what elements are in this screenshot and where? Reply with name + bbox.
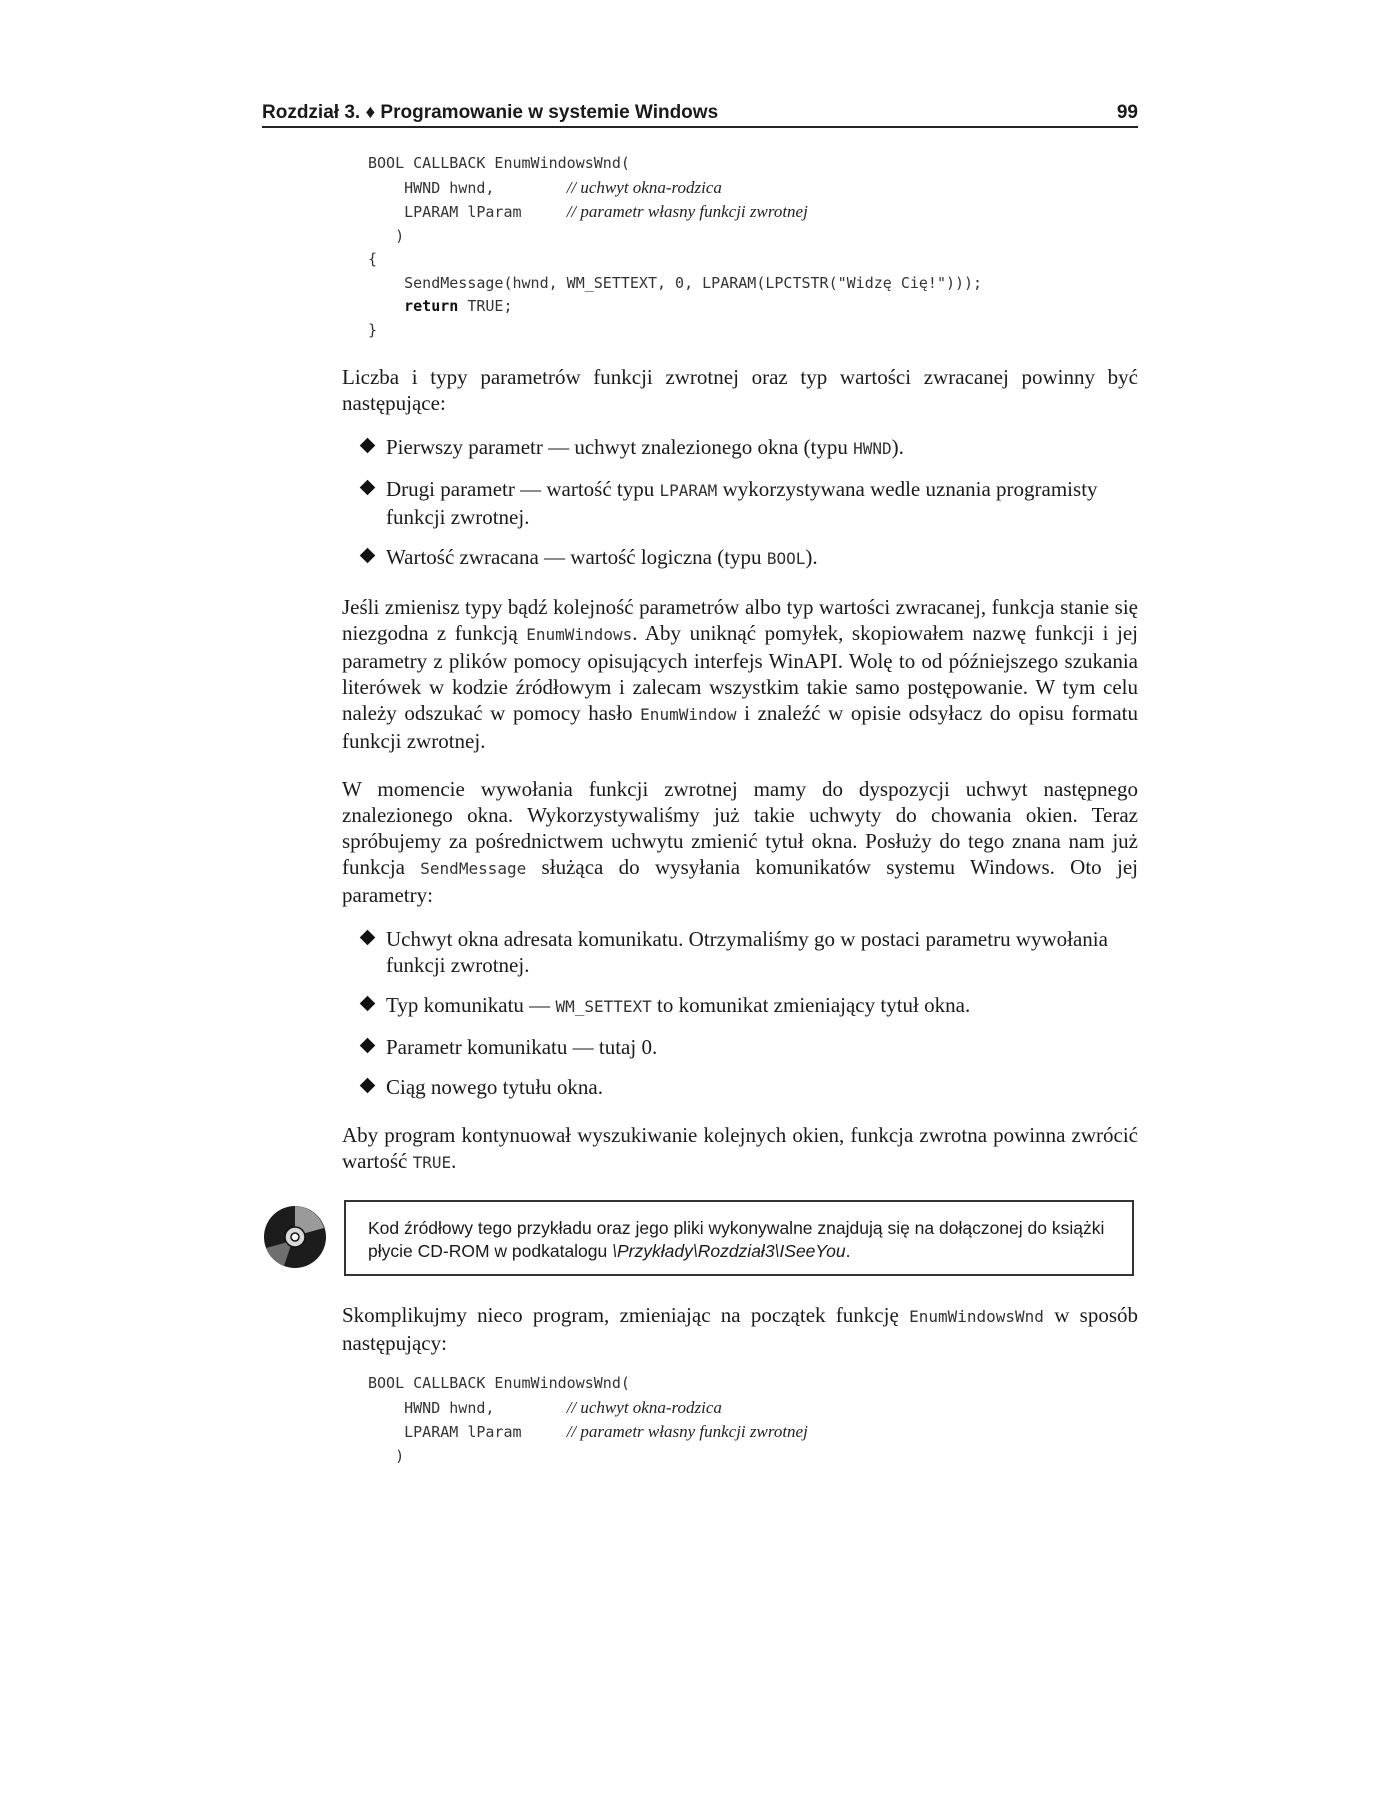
code-line: TRUE; <box>458 297 513 315</box>
code-line: } <box>368 320 378 339</box>
code-line: HWND hwnd, <box>368 178 567 197</box>
code-line: SendMessage(hwnd, WM_SETTEXT, 0, LPARAM(LPCTSTR("Widzę Cię!"))); <box>368 273 983 292</box>
code-comment: // parametr własny funkcji zwrotnej <box>566 202 808 221</box>
directory-path: \Przykłady\Rozdział3\ISeeYou <box>612 1241 846 1261</box>
list-item: Pierwszy parametr — uchwyt znalezionego okna (typu HWND). <box>362 434 1138 462</box>
code-line: HWND hwnd, <box>368 1398 567 1417</box>
running-header <box>262 96 1138 128</box>
diamond-bullet-icon <box>360 1038 376 1054</box>
code-line: ) <box>368 1446 405 1465</box>
code-line: ) <box>368 226 405 245</box>
code-line: BOOL CALLBACK EnumWindowsWnd( <box>368 154 630 172</box>
list-item: Parametr komunikatu — tutaj 0. <box>362 1034 1138 1060</box>
code-line: LPARAM lParam <box>368 1423 567 1441</box>
code-block-2 <box>262 1372 1138 1468</box>
list-item: Drugi parametr — wartość typu LPARAM wykorzystywana wedle uznania programisty funkcji zwrotnej. <box>362 476 1138 530</box>
list-item: Wartość zwracana — wartość logiczna (typu BOOL). <box>362 544 1138 572</box>
paragraph-3: W momencie wywołania funkcji zwrotnej mamy do dyspozycji uchwyt następnego znalezionego okna. Wykorzystywaliśmy już takie uchwyty do chowania okien. Teraz spróbujemy za pośrednictwem uchwytu zmienić tytuł okna. Posłuży do tego znana nam już funkcja SendMessage służąca do wysyłania komunikatów systemu Windows. Oto jej parametry: <box>342 777 1138 907</box>
bullet-list-2 <box>262 926 1138 1100</box>
cd-rom-icon <box>262 1204 328 1270</box>
paragraph-2: Jeśli zmienisz typy bądź kolejność parametrów albo typ wartości zwracanej, funkcja stanie się niezgodna z funkcją EnumWindows. Aby uniknąć pomyłek, skopiowałem nazwę funkcji i jej parametry z plików pomocy opisujących interfejs WinAPI. Wolę to od późniejszego szukania literówek w kodzie źródłowym i zalecam wszystkim takie samo postępowanie. W tym celu należy odszukać w pomocy hasło EnumWindow i znaleźć w opisie odsyłacz do opisu formatu funkcji zwrotnej. <box>342 595 1139 753</box>
diamond-bullet-icon <box>360 1078 376 1094</box>
paragraph-1: Liczba i typy parametrów funkcji zwrotnej oraz typ wartości zwracanej powinny być następujące: <box>342 365 1138 415</box>
diamond-bullet-icon <box>360 438 376 454</box>
bullet-list-1 <box>262 434 1138 572</box>
code-line: { <box>368 250 378 268</box>
book-page <box>262 96 1138 1468</box>
diamond-bullet-icon <box>360 480 376 496</box>
diamond-bullet-icon <box>360 548 376 564</box>
note-box: Kod źródłowy tego przykładu oraz jego pliki wykonywalne znajdują się na dołączonej do książki płycie CD-ROM w podkatalogu \Przykłady\Rozdział3\ISeeYou. <box>344 1200 1134 1276</box>
page-number: 99 <box>1116 102 1138 123</box>
code-line: BOOL CALLBACK EnumWindowsWnd( <box>368 1374 630 1392</box>
paragraph-5: Skomplikujmy nieco program, zmieniając na początek funkcję EnumWindowsWnd w sposób następujący: <box>342 1303 1138 1355</box>
diamond-bullet-icon <box>360 930 376 946</box>
list-item: Typ komunikatu — WM_SETTEXT to komunikat zmieniający tytuł okna. <box>362 992 1138 1020</box>
code-line: LPARAM lParam <box>368 203 567 221</box>
code-keyword: return <box>368 297 459 315</box>
chapter-title: Rozdział 3. ♦ Programowanie w systemie Windows <box>262 102 719 123</box>
list-item: Uchwyt okna adresata komunikatu. Otrzymaliśmy go w postaci parametru wywołania funkcji zwrotnej. <box>362 926 1138 978</box>
code-comment: // uchwyt okna-rodzica <box>566 177 722 197</box>
code-comment: // parametr własny funkcji zwrotnej <box>566 1422 808 1441</box>
code-comment: // uchwyt okna-rodzica <box>566 1397 722 1417</box>
code-block-1 <box>262 152 1138 342</box>
list-item: Ciąg nowego tytułu okna. <box>362 1074 1138 1100</box>
diamond-bullet-icon <box>360 996 376 1012</box>
paragraph-4: Aby program kontynuował wyszukiwanie kolejnych okien, funkcja zwrotna powinna zwrócić wartość TRUE. <box>342 1123 1138 1173</box>
cd-note <box>262 1200 1138 1280</box>
